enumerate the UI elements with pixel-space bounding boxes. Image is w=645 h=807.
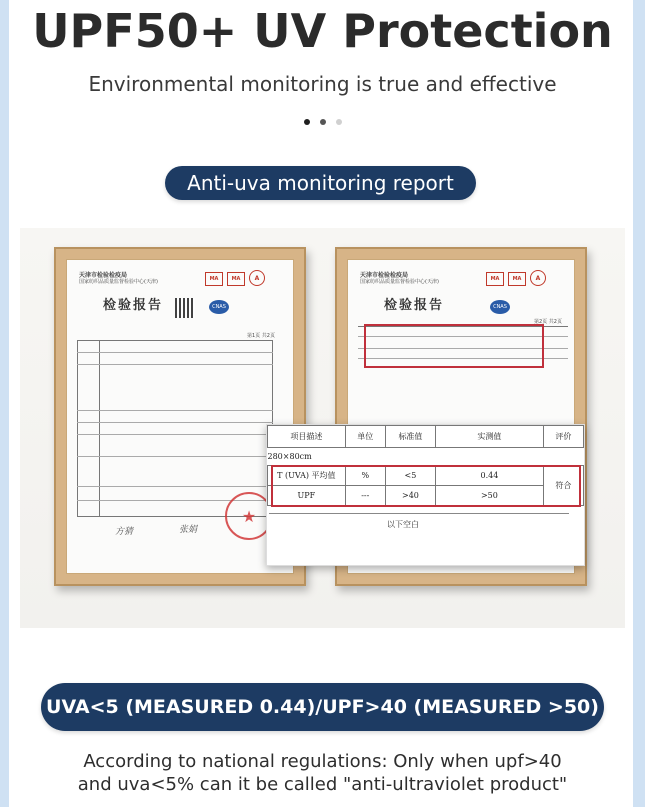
ma-mark-icon: MA xyxy=(486,272,504,286)
cnas-logo-icon: CNAS xyxy=(209,300,229,314)
row-item: UPF xyxy=(268,486,346,506)
carousel-dot-1[interactable] xyxy=(304,119,310,125)
official-seal-icon: ★ xyxy=(225,492,273,540)
row-item: T (UVA) 平均值 xyxy=(268,466,346,486)
certificate-left xyxy=(66,259,294,574)
footnote-line-2: and uva<5% can it be called "anti-ultraviolet product" xyxy=(77,774,568,795)
ma-mark-icon: MA xyxy=(205,272,223,286)
cert-left-title: 检验报告 xyxy=(103,298,164,313)
qr-code-icon xyxy=(175,298,195,318)
summary-badge xyxy=(41,683,604,731)
ma-mark-icon: MA xyxy=(227,272,245,286)
header-verdict: 评价 xyxy=(543,426,583,448)
signature-1: 方猜 xyxy=(115,527,134,537)
cert-left-page-no: 第1页 共2页 xyxy=(247,333,275,339)
carousel-dot-2[interactable] xyxy=(320,119,326,125)
carousel-dot-3[interactable] xyxy=(336,119,342,125)
row-standard: <5 xyxy=(385,466,435,486)
table-footer-note: 以下空白 xyxy=(387,520,419,529)
cert-right-org-1: 天津市检验检疫局 xyxy=(360,272,409,279)
cal-mark-icon: A xyxy=(249,270,265,286)
row-unit: % xyxy=(345,466,385,486)
row-measured: 0.44 xyxy=(436,466,544,486)
page-title: UPF50+ UV Protection xyxy=(32,4,613,58)
size-note: 280×80cm xyxy=(268,448,584,466)
cert-left-org-1: 天津市检验检疫局 xyxy=(79,272,128,279)
report-label-badge xyxy=(165,166,476,200)
verdict-cell: 符合 xyxy=(543,466,583,506)
highlight-box-small xyxy=(364,324,544,368)
cnas-logo-icon: CNAS xyxy=(490,300,510,314)
header-unit: 单位 xyxy=(345,426,385,448)
row-standard: >40 xyxy=(385,486,435,506)
highlight-box xyxy=(271,465,581,507)
cert-right-page-no: 第2页 共2页 xyxy=(534,319,562,325)
cert-right-title: 检验报告 xyxy=(384,298,445,313)
header-measured: 实测值 xyxy=(436,426,544,448)
footnote-line-1: According to national regulations: Only when upf>40 xyxy=(83,751,562,772)
cert-left-org-2: 国家纺织品质量监督检验中心(天津) xyxy=(79,279,158,285)
page-subtitle: Environmental monitoring is true and effective xyxy=(88,72,557,96)
report-label-text: Anti-uva monitoring report xyxy=(187,171,454,195)
signature-2: 张娟 xyxy=(179,525,198,535)
cal-mark-icon: A xyxy=(530,270,546,286)
cert-right-org-2: 国家纺织品质量监督检验中心(天津) xyxy=(360,279,439,285)
result-table-zoom xyxy=(266,424,585,566)
header-standard: 标准值 xyxy=(385,426,435,448)
ma-mark-icon: MA xyxy=(508,272,526,286)
row-unit: --- xyxy=(345,486,385,506)
carousel-dots xyxy=(0,119,645,125)
row-measured: >50 xyxy=(436,486,544,506)
header-item: 项目描述 xyxy=(268,426,346,448)
summary-text: UVA<5 (MEASURED 0.44)/UPF>40 (MEASURED >50) xyxy=(46,696,599,718)
